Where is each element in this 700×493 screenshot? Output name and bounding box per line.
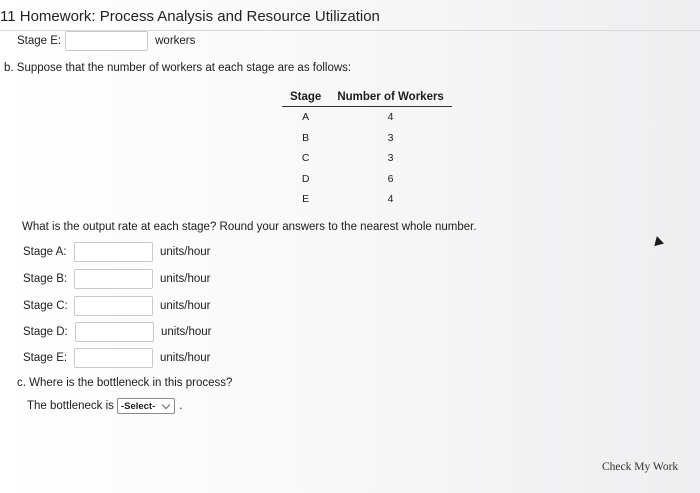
chevron-down-icon: [162, 400, 170, 408]
top-stage-label: Stage E:: [17, 35, 62, 47]
bottleneck-select[interactable]: [117, 398, 175, 414]
top-stage-unit: workers: [155, 35, 196, 47]
stage-a-unit: units/hour: [160, 246, 211, 258]
table-row: [282, 169, 452, 190]
top-stage-row: [17, 31, 195, 51]
top-stage-workers-input[interactable]: [65, 31, 148, 51]
stage-a-label: Stage A:: [23, 246, 67, 258]
table-row: [282, 148, 452, 169]
bottleneck-select-value: -Select-: [120, 400, 156, 412]
mouse-cursor-icon: [652, 235, 664, 246]
table-header-row: [282, 89, 452, 107]
stage-e-input[interactable]: [74, 348, 153, 368]
stage-e-row: [23, 348, 211, 368]
stage-d-row: [23, 322, 212, 342]
table-cell-workers: 4: [387, 193, 394, 206]
stage-d-label: Stage D:: [23, 326, 68, 338]
table-cell-workers: 3: [387, 131, 394, 144]
output-rate-question: What is the output rate at each stage? Round your answers to the nearest whole number.: [22, 221, 477, 233]
stage-c-row: [23, 296, 211, 316]
stage-d-input[interactable]: [75, 322, 154, 342]
bottleneck-row: [27, 398, 182, 414]
table-row: [282, 107, 452, 128]
table-cell-workers: 3: [387, 152, 394, 165]
stage-b-unit: units/hour: [160, 273, 211, 285]
page-title: 11 Homework: Process Analysis and Resource Utilization: [0, 8, 380, 25]
check-my-work-link[interactable]: Check My Work: [602, 461, 679, 473]
table-cell-workers: 4: [387, 111, 394, 124]
stage-a-row: [23, 242, 211, 262]
stage-a-input[interactable]: [74, 242, 153, 262]
bottleneck-label: The bottleneck is: [27, 400, 114, 412]
table-cell-stage: C: [301, 152, 310, 165]
stage-e-label: Stage E:: [23, 352, 68, 364]
stage-c-input[interactable]: [74, 296, 153, 316]
stage-d-unit: units/hour: [161, 326, 212, 338]
part-b-prompt: b. Suppose that the number of workers at each stage are as follows:: [4, 62, 352, 74]
bottleneck-period: .: [179, 400, 183, 412]
table-header-stage: Stage: [282, 89, 329, 107]
stage-b-row: [23, 269, 211, 289]
table-row: [282, 189, 452, 210]
table-row: [282, 128, 452, 149]
part-c-prompt: c. Where is the bottleneck in this process?: [17, 377, 233, 389]
stage-c-label: Stage C:: [23, 300, 68, 312]
table-cell-stage: A: [302, 111, 310, 124]
stage-c-unit: units/hour: [160, 300, 211, 312]
table-header-workers: Number of Workers: [329, 89, 452, 107]
workers-table: [282, 89, 452, 210]
stage-b-label: Stage B:: [23, 273, 68, 285]
table-cell-stage: E: [302, 193, 310, 206]
table-cell-stage: D: [301, 172, 310, 185]
table-cell-workers: 6: [387, 172, 394, 185]
stage-e-unit: units/hour: [160, 352, 211, 364]
stage-b-input[interactable]: [74, 269, 153, 289]
table-cell-stage: B: [302, 131, 310, 144]
